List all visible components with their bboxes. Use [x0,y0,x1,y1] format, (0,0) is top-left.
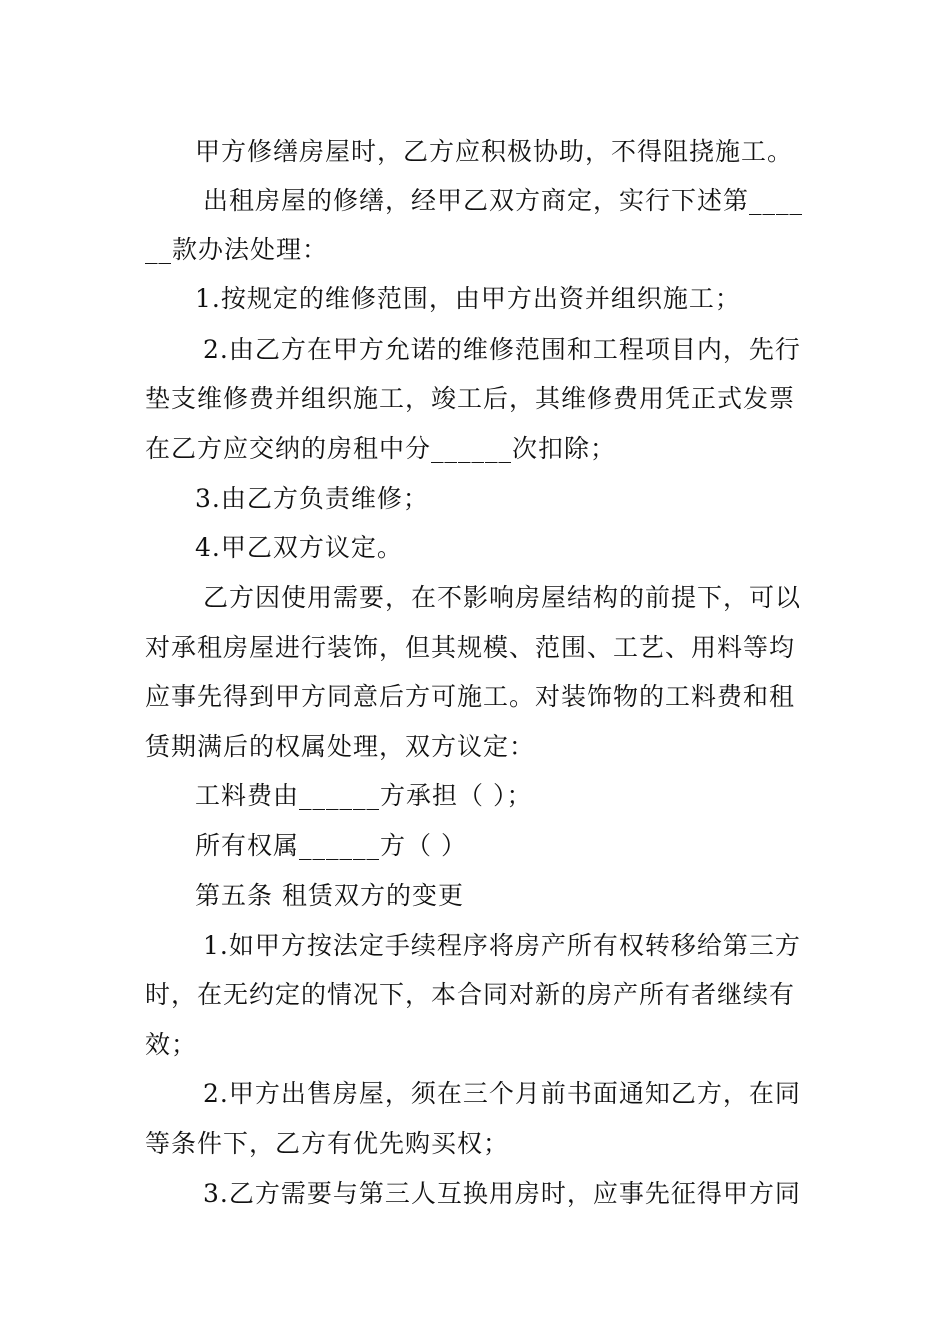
paragraph-line: 甲方修缮房屋时，乙方应积极协助，不得阻挠施工。 [195,137,794,166]
list-item-line: 2.甲方出售房屋，须在三个月前书面通知乙方，在同 [203,1079,801,1108]
list-item-line: 3.乙方需要与第三人互换用房时，应事先征得甲方同 [203,1179,801,1208]
paragraph-line: 等条件下，乙方有优先购买权； [145,1129,510,1158]
paragraph-line: 应事先得到甲方同意后方可施工。对装饰物的工料费和租 [145,682,796,711]
paragraph-line: 垫支维修费并组织施工，竣工后，其维修费用凭正式发票 [145,384,796,413]
list-item-line: 1.按规定的维修范围，由甲方出资并组织施工； [195,284,741,313]
paragraph-line: 赁期满后的权属处理，双方议定： [145,732,536,761]
paragraph-line: 效； [145,1030,198,1059]
paragraph-line: 时，在无约定的情况下，本合同对新的房产所有者继续有 [145,980,796,1009]
form-line-cost: 工料费由______方承担（ ）； [195,781,533,810]
list-item-line: 1.如甲方按法定手续程序将房产所有权转移给第三方 [203,931,801,960]
list-item-line: 4.甲乙双方议定。 [195,533,403,562]
form-line-ownership: 所有权属______方（ ） [195,831,467,860]
list-item-line: 2.由乙方在甲方允诺的维修范围和工程项目内，先行 [203,335,801,364]
paragraph-line: 乙方因使用需要，在不影响房屋结构的前提下，可以 [203,583,802,612]
paragraph-line: __款办法处理： [145,235,329,264]
paragraph-line: 对承租房屋进行装饰，但其规模、范围、工艺、用料等均 [145,633,796,662]
list-item-line: 3.由乙方负责维修； [195,484,429,513]
paragraph-line: 在乙方应交纳的房租中分______次扣除； [145,434,617,463]
section-heading: 第五条 租赁双方的变更 [195,881,464,910]
paragraph-line: 出租房屋的修缮，经甲乙双方商定，实行下述第____ [203,186,804,215]
